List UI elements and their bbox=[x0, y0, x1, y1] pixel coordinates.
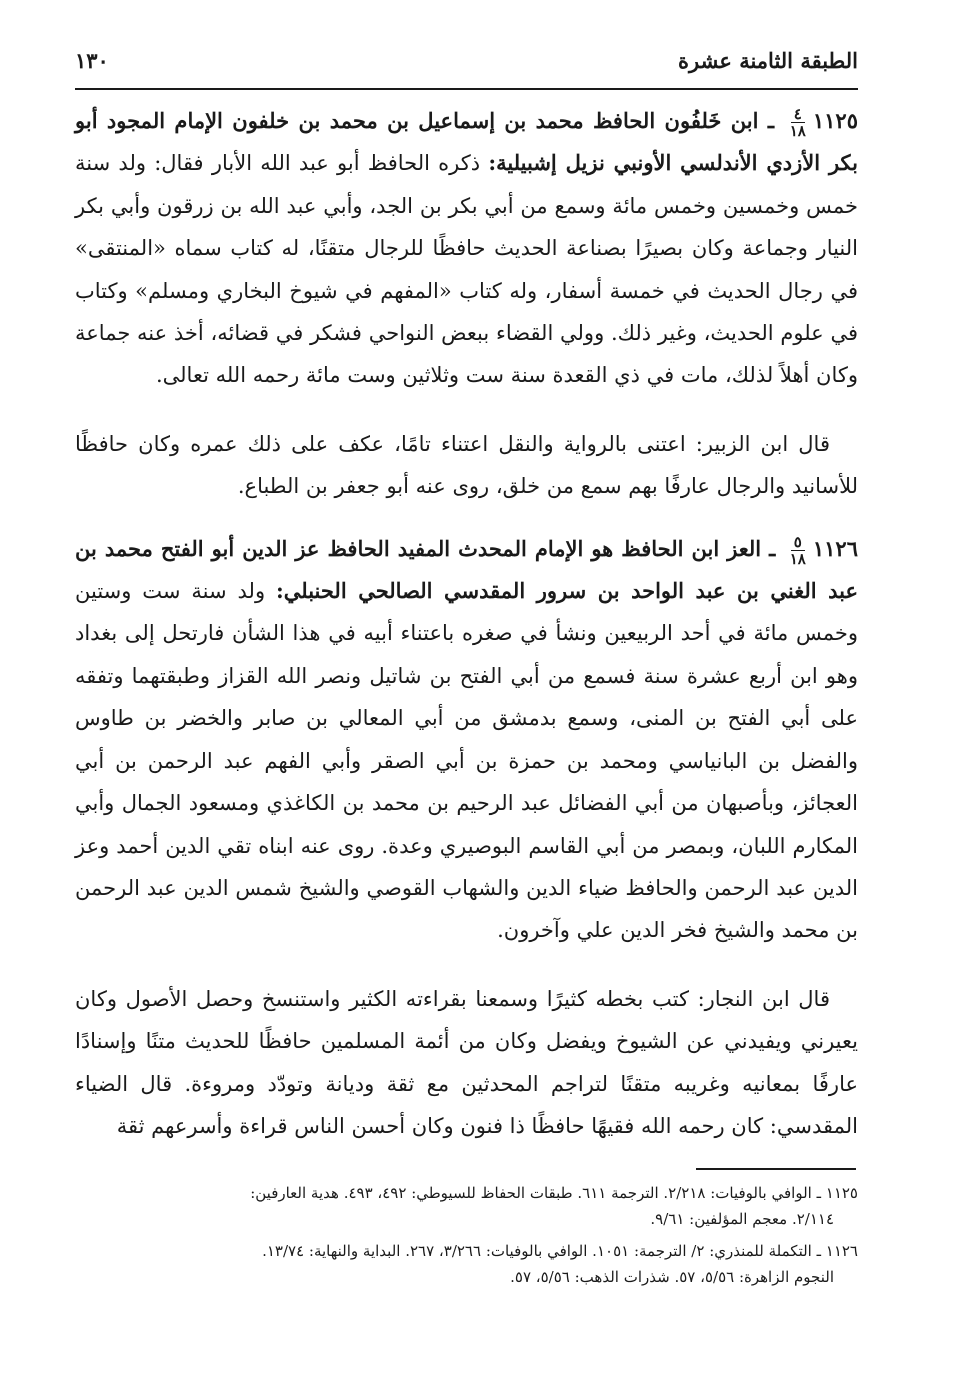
entry-number: ١١٢٥ bbox=[812, 108, 858, 133]
entry-quote: قال ابن الزبير: اعتنى بالرواية والنقل اعتناء تامًا، عكف على ذلك عمره وكان حافظًا للأسانيد والرجال عارفًا بهم سمع من خلق، روى عنه أبو جعفر بن الطباع. bbox=[75, 431, 858, 499]
entry-number: ١١٢٦ bbox=[812, 535, 858, 561]
footnote-line: ٢/١١٤. معجم المؤلفين: ٩/٦١. bbox=[650, 1210, 834, 1228]
entry-quote: قال ابن النجار: كتب بخطه كثيرًا وسمعنا بقراءته الكثير واستنسخ وحصل الأصول وكان يعيرني ويفيدني عن الشيوخ ويفضل وكان من أئمة المسلمين حافظًا للحديث متنًا وإسنادًا عارفًا بمعانيه وغريبه متقنًا لتراجم المحدثين مع ثقة وديانة وتودّد ومروءة. قال الضياء المقدسي: كان رحمه الله فقيهًا حافظًا ذا فنون وكان أحسن الناس قراءة وأسرعهم ثقة bbox=[75, 986, 858, 1138]
entry-fraction: $\frac{٥}{١٨}$ bbox=[789, 532, 806, 568]
running-title: الطبقة الثامنة عشرة bbox=[678, 47, 858, 73]
footnote-rule bbox=[696, 1168, 856, 1170]
footnote-line: ١١٢٦ ـ التكملة للمنذري: ٢/ الترجمة: ١٠٥١. الوافي بالوفيات: ٣/٢٦٦، ٢٦٧. البداية والنهاية: ١٣/٧٤. bbox=[262, 1242, 858, 1260]
footnotes bbox=[75, 1180, 858, 1296]
entry-1125 bbox=[75, 100, 858, 397]
entry-text: ولد سنة ست وستين وخمس مائة في أحد الربيعين ونشأ في صغره باعتناء أبيه في هذا الشأن فارتحل إلى بغداد وهو ابن أربع عشرة سنة فسمع من أبي الفتح بن شاتيل ونصر الله القزاز وطبقتهما وتفقه على أبي الفتح بن المنى، وسمع بدمشق من أبي المعالي بن صابر والخضر بن طاوس والفضل بن البانياسي ومحمد بن حمزة بن أبي الصقر وأبي الفهم عبد الرحمن بن أبي العجائز، وبأصبهان من أبي الفضائل عبد الرحيم بن محمد بن الكاغذي ومسعود الجمال وأبي المكارم اللبان، وبمصر من أبي القاسم البوصيري وعدة. روى عنه ابناه تقي الدين أحمد وعز الدين عبد الرحمن والحافظ ضياء الدين والشهاب القوصي والشيخ شمس الدين عبد الرحمن بن محمد والشيخ فخر الدين علي وآخرون. bbox=[75, 579, 858, 943]
footnote-line: النجوم الزاهرة: ٥/٥٦، ٥٧. شذرات الذهب: ٥/٥٦، ٥٧. bbox=[510, 1268, 834, 1286]
entry-name: ـ العز ابن الحافظ هو الإمام المحدث المفيد الحافظ عز الدين أبو الفتح محمد بن عبد الغني بن عبد الواحد بن سرور المقدسي الصالحي الحنبلي: bbox=[75, 535, 858, 604]
page-number: ١٣٠ bbox=[75, 47, 109, 73]
footnote-1126 bbox=[75, 1238, 858, 1290]
header-rule bbox=[75, 88, 858, 90]
footnote-1125 bbox=[75, 1180, 858, 1232]
footnote-line: ١١٢٥ ـ الوافي بالوفيات: ٢/٢١٨. الترجمة ٦١١. طبقات الحفاظ للسيوطي: ٤٩٢، ٤٩٣. هدية العارفين: bbox=[250, 1184, 858, 1202]
entry-name: ـ ابن خَلفُون الحافظ محمد بن إسماعيل بن محمد بن خلفون الإمام المجود أبو بكر الأزدي الأندلسي الأونبي نزيل إشبيلية: bbox=[75, 108, 858, 176]
entry-text: ذكره الحافظ أبو عبد الله الأبار فقال: ولد سنة خمس وخمسين وخمس مائة وسمع من أبي بكر بن الجد، وأبي عبد الله بن زرقون وأبي بكر النيار وجماعة وكان بصيرًا بصناعة الحديث حافظًا للرجال متقنًا، له كتاب سماه «المنتقى» في رجال الحديث في خمسة أسفار، وله كتاب «المفهم في شيوخ البخاري ومسلم» وكتاب في علوم الحديث، وغير ذلك. وولي القضاء ببعض النواحي فشكر في قضائه، أخذ عنه جماعة وكان أهلاً لذلك، مات في ذي القعدة سنة ست وثلاثين وست مائة رحمه الله تعالى. bbox=[75, 151, 858, 388]
body-text bbox=[75, 100, 858, 1147]
page-header bbox=[75, 38, 858, 82]
entry-fraction: $\frac{٤}{١٨}$ bbox=[789, 105, 806, 140]
entry-1126 bbox=[75, 528, 858, 952]
